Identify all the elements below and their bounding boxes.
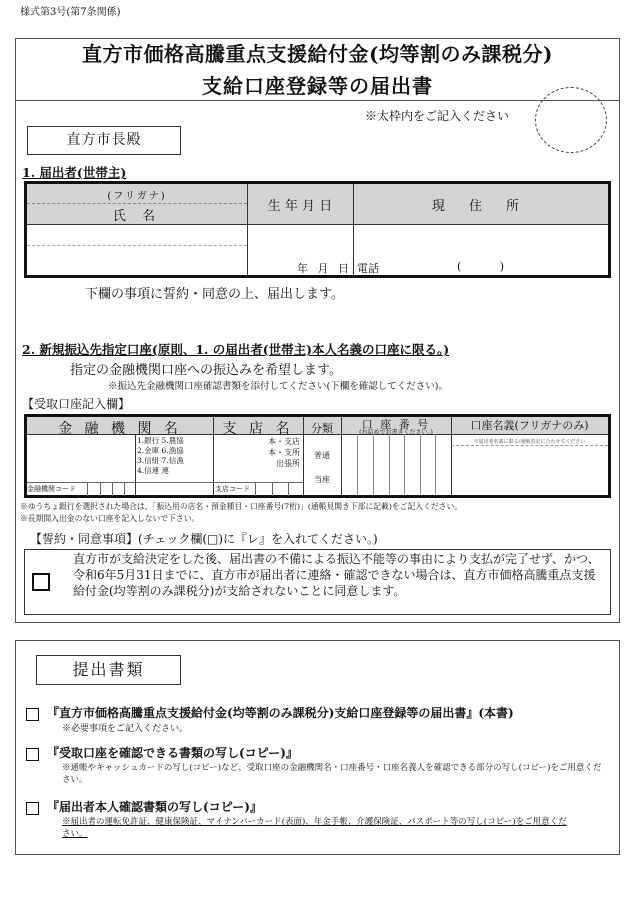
doc1-title: 『直方市価格高騰重点支援給付金(均等割のみ課税分)支給口座登録等の届出書』(本書) — [47, 706, 514, 720]
title-line-2: 支給口座登録等の届出書 — [202, 74, 433, 98]
consent-text: 直方市が支給決定をした後、届出書の不備による振込不能等の事由により支払が完了せず、かつ、令和6年5月31日までに、直方市が届出者に連絡・確認できない場合は、直方市価格高騰重点支援給付金(均等割のみ課税分)が支給されないことに同意します。 — [73, 552, 600, 598]
bank-name-label: 金 融 機 関 名 — [58, 421, 182, 437]
applicant-table — [24, 181, 611, 278]
addressee-box: 直方市長殿 — [27, 126, 181, 155]
birth-date-field[interactable]: 年 月 日 — [297, 262, 349, 275]
section1-heading: 1. 届出者(世帯主) — [22, 165, 127, 180]
account-number-cells[interactable] — [341, 434, 451, 495]
branch-code-label: 支店コード — [215, 485, 250, 493]
account-table — [24, 414, 611, 498]
address-label: 現 住 所 — [431, 199, 530, 214]
doc2-note: ※通帳やキャッシュカードの写し(コピー)など、受取口座の金融機関名・口座番号・口座名義人を確認できる部分の写し(コピー)をご用意ください。 — [62, 763, 602, 785]
title-divider — [15, 100, 620, 101]
holder-label: 口座名義(フリガナのみ) — [470, 419, 589, 432]
documents-heading: 提出書類 — [36, 655, 181, 685]
fill-note: ※太枠内をご記入ください — [365, 109, 510, 123]
name-input[interactable] — [29, 248, 243, 272]
holder-note: ※届出者名義に限る/通帳表記に合わせてください — [473, 439, 586, 445]
bank-code-cells[interactable] — [87, 482, 135, 496]
title-line-1: 直方市価格高騰重点支援給付金(均等割のみ課税分) — [82, 42, 553, 66]
doc3-checkbox[interactable] — [26, 802, 39, 815]
account-box-title: 【受取口座記入欄】 — [22, 397, 131, 411]
phone-label: 電話 — [357, 262, 379, 275]
account-type-current[interactable]: 当座 — [314, 475, 330, 484]
form-number: 様式第3号(第7条関係) — [20, 7, 121, 18]
furigana-label: (フリガナ) — [107, 191, 167, 202]
doc2-checkbox[interactable] — [26, 748, 39, 761]
bank-code-label: 金融機関コード — [27, 485, 76, 493]
account-type-ordinary[interactable]: 普通 — [314, 451, 330, 460]
consent-box — [24, 549, 611, 615]
long-term-note: ※長期間入出金のない口座を記入しないで下さい。 — [20, 514, 200, 523]
branch-types: 本・支店 本・支所 出張所 — [268, 437, 300, 468]
consent-title: 【誓約・同意事項】(チェック欄(□)に『レ』を入れてください。) — [30, 532, 378, 546]
doc3-note: ※届出者の運転免許証、健康保険証、マイナンバーカード(表面)、年金手帳、介護保険証、パスポート等の写し(コピー)をご用意ください。 — [62, 817, 567, 839]
transfer-desire: 指定の金融機関口座への振込みを希望します。 — [70, 363, 342, 378]
birth-label: 生 年 月 日 — [267, 199, 333, 214]
consent-checkbox[interactable] — [32, 573, 50, 591]
type-label: 分類 — [311, 422, 333, 435]
doc2-title: 『受取口座を確認できる書類の写し(コピー)』 — [47, 746, 298, 760]
number-label: 口 座 番 号 — [361, 418, 431, 431]
section2-heading: 2. 新規振込先指定口座(原則、1. の届出者(世帯主)本人名義の口座に限る。) — [22, 342, 450, 357]
phone-field[interactable]: ( ) — [457, 260, 505, 273]
furigana-input[interactable] — [29, 227, 243, 243]
bank-types: 1.銀行 5.農協 2.金庫 6.漁協 3.信組 7.信漁 4.信連 連 — [137, 436, 184, 475]
stamp-circle — [535, 87, 607, 153]
pledge-text: 下欄の事項に誓約・同意の上、届出します。 — [85, 287, 344, 302]
doc3-title: 『届出者本人確認書類の写し(コピー)』 — [47, 800, 262, 814]
attach-note: ※振込先金融機関口座確認書類を添付してください(下欄を確認してください)。 — [108, 381, 448, 392]
branch-code-cells[interactable] — [255, 482, 303, 496]
name-label: 氏 名 — [112, 209, 162, 224]
doc1-checkbox[interactable] — [26, 708, 39, 721]
yucho-note: ※ゆうちょ銀行を選択された場合は、「振込用の店名・預金種目・口座番号(7桁)」(通帳見開き下部に記載)をご記入ください。 — [20, 502, 463, 511]
number-note: (右詰めでお書きください。) — [359, 429, 433, 436]
branch-name-label: 支 店 名 — [222, 421, 294, 437]
doc1-note: ※必要事項をご記入ください。 — [62, 724, 189, 734]
